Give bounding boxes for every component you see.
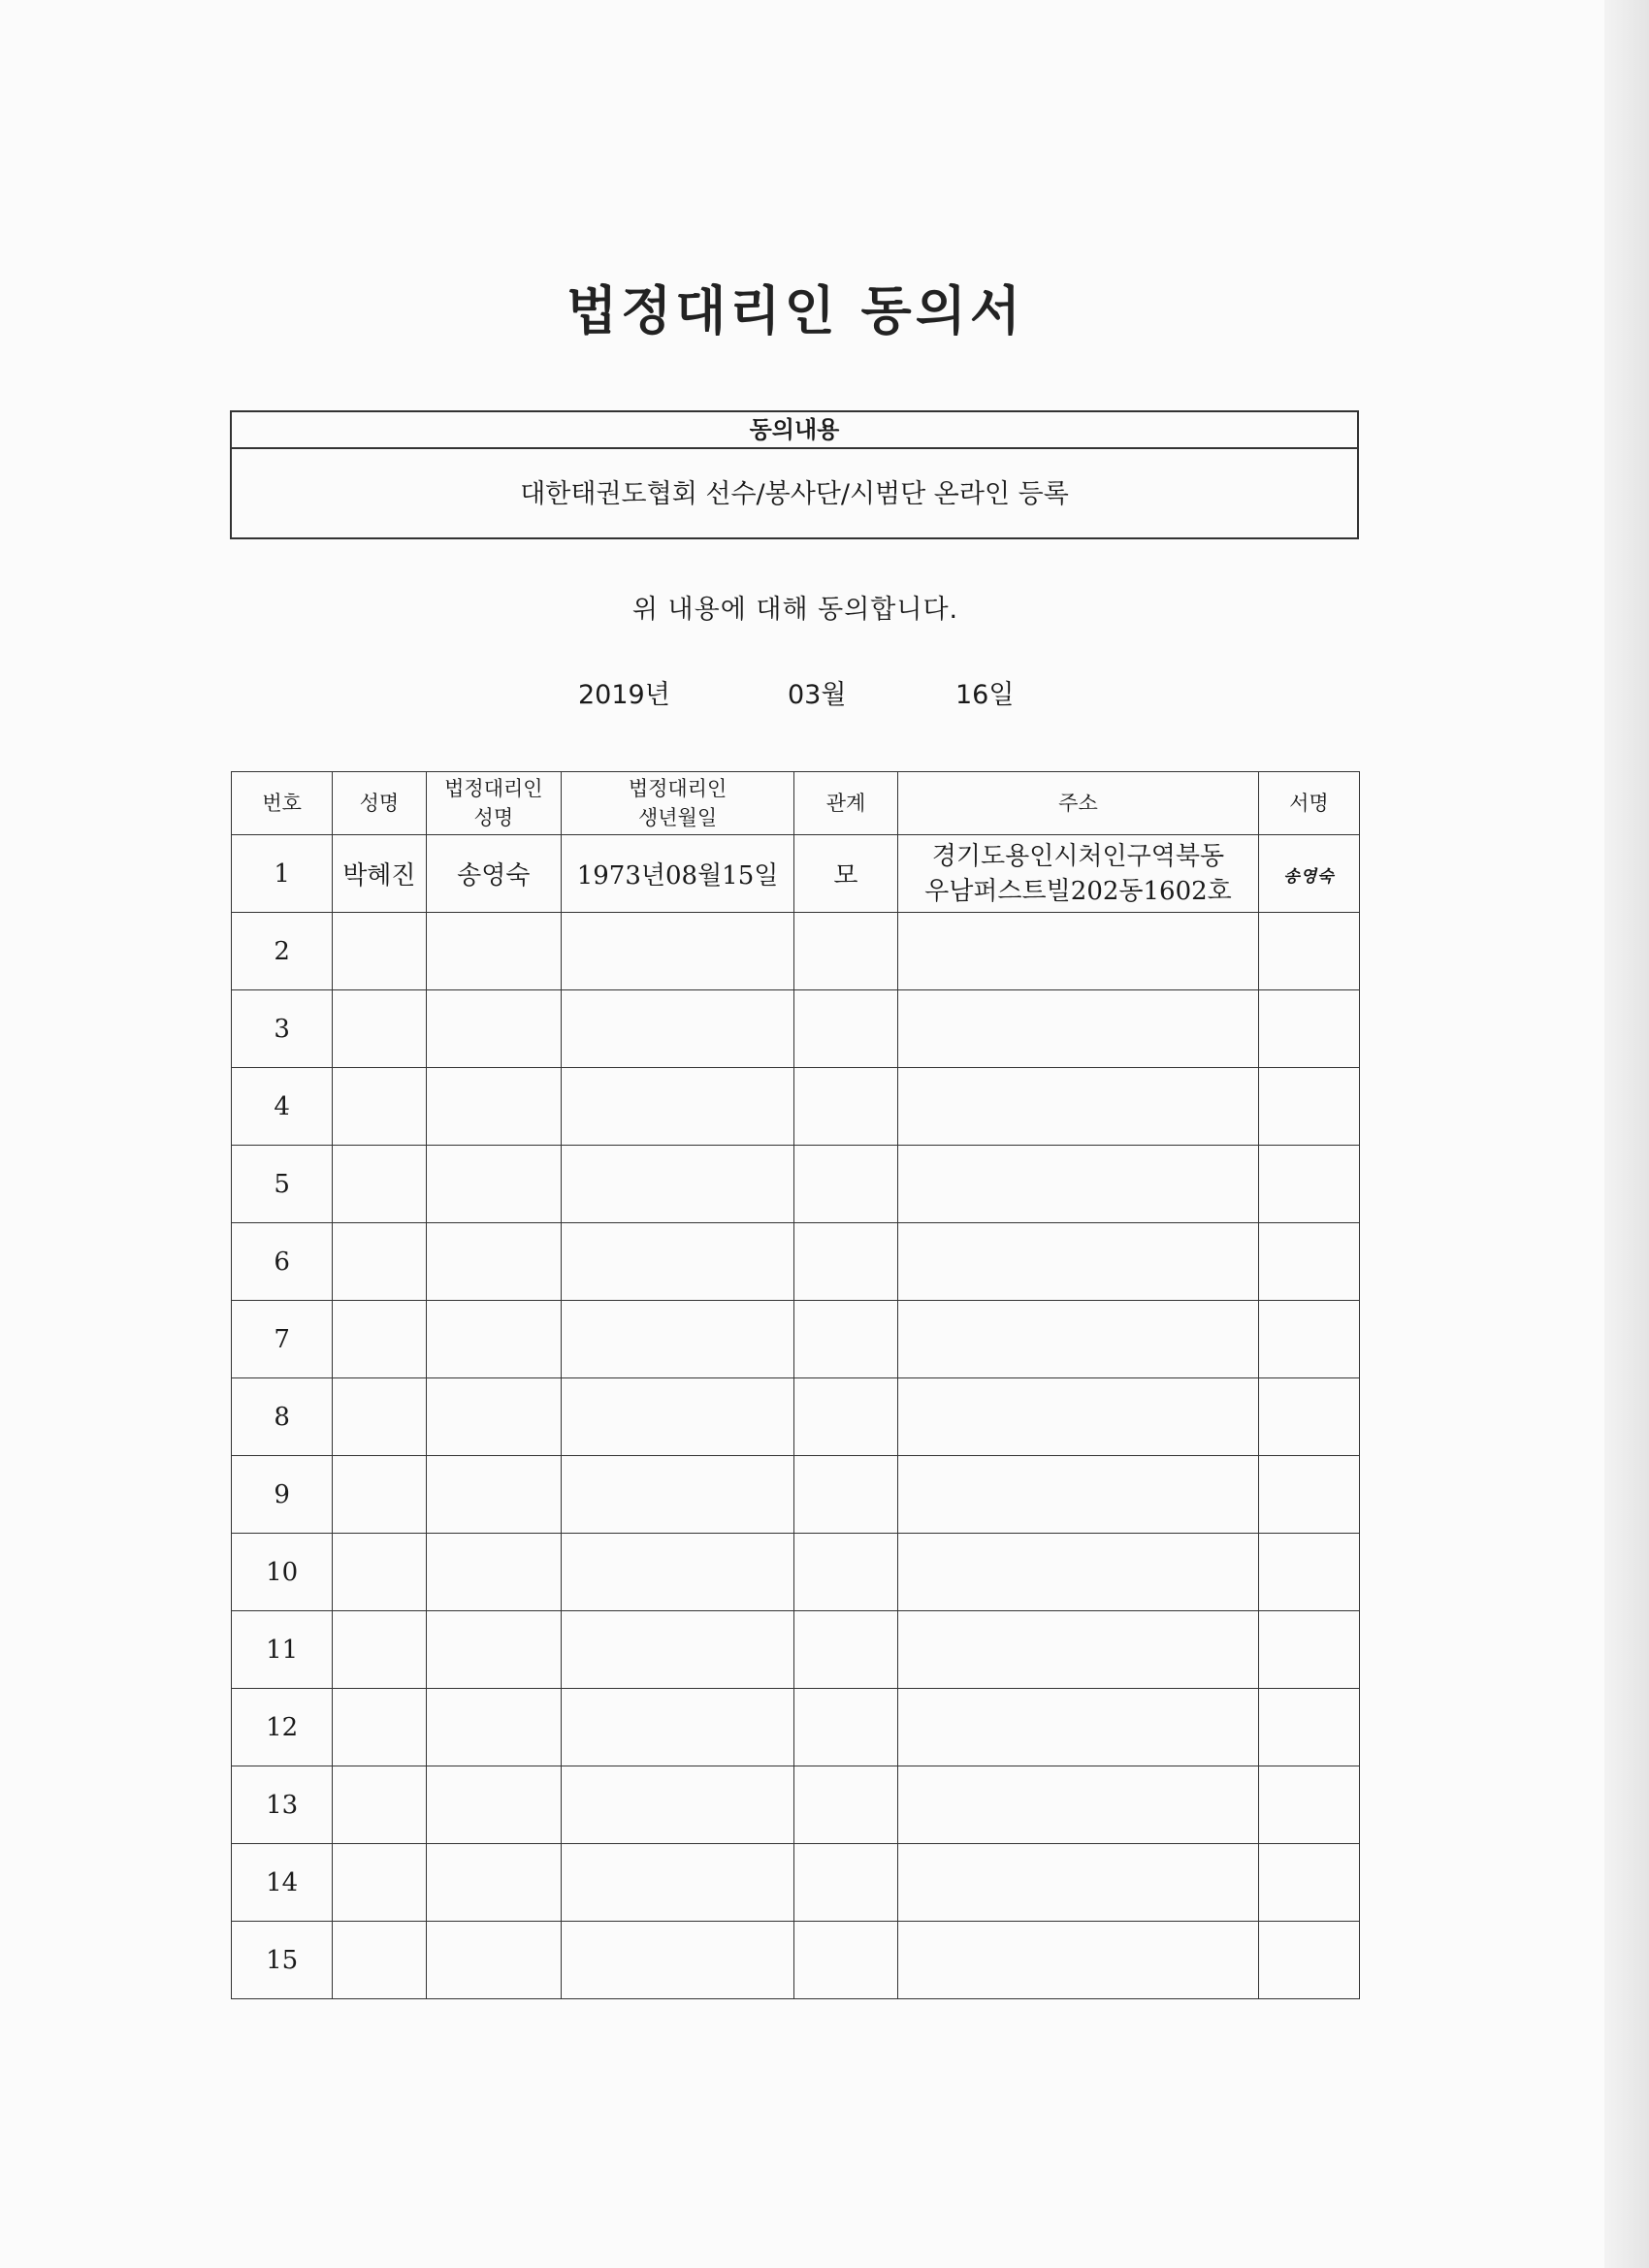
empty-cell [426, 1456, 562, 1534]
empty-cell [898, 1611, 1259, 1689]
empty-cell [793, 1689, 897, 1766]
table-row [232, 913, 1360, 990]
empty-cell [562, 1456, 794, 1534]
row-num: 11 [232, 1611, 333, 1689]
empty-cell [333, 1844, 426, 1922]
header-num: 번호 [232, 772, 333, 835]
agree-statement: 위 내용에 대해 동의합니다. [631, 595, 959, 625]
row-num: 4 [232, 1068, 333, 1146]
row-num: 5 [232, 1146, 333, 1223]
empty-cell [793, 1146, 897, 1223]
table-header-row [232, 772, 1360, 835]
table-row [232, 1534, 1360, 1611]
empty-cell [333, 1068, 426, 1146]
empty-cell [562, 913, 794, 990]
empty-cell [562, 1689, 794, 1766]
empty-cell [562, 1223, 794, 1301]
table-row [232, 1223, 1360, 1301]
row-address-line1: 경기도용인시처인구역북동 [931, 841, 1225, 871]
empty-cell [793, 1922, 897, 1999]
empty-cell [562, 1611, 794, 1689]
empty-cell [898, 1534, 1259, 1611]
row-address-line2: 우남퍼스트빌202동1602호 [924, 876, 1232, 906]
empty-cell [898, 1378, 1259, 1456]
empty-cell [1258, 1611, 1359, 1689]
empty-cell [793, 913, 897, 990]
empty-cell [898, 1068, 1259, 1146]
empty-cell [562, 990, 794, 1068]
empty-cell [426, 1301, 562, 1378]
row-num: 6 [232, 1223, 333, 1301]
row-num: 7 [232, 1301, 333, 1378]
empty-cell [898, 1456, 1259, 1534]
empty-cell [333, 1456, 426, 1534]
empty-cell [1258, 1146, 1359, 1223]
empty-cell [333, 1689, 426, 1766]
document-title: 법정대리인 동의서 [566, 280, 1025, 341]
empty-cell [898, 1766, 1259, 1844]
row-num: 13 [232, 1766, 333, 1844]
empty-cell [898, 1844, 1259, 1922]
empty-cell [1258, 1378, 1359, 1456]
row-num: 1 [232, 835, 333, 913]
table-body [232, 835, 1360, 1999]
header-sign: 서명 [1258, 772, 1359, 835]
empty-cell [426, 1922, 562, 1999]
empty-cell [333, 1378, 426, 1456]
empty-cell [426, 1844, 562, 1922]
empty-cell [426, 1766, 562, 1844]
empty-cell [793, 1068, 897, 1146]
table-row [232, 1766, 1360, 1844]
empty-cell [1258, 1922, 1359, 1999]
empty-cell [333, 1146, 426, 1223]
empty-cell [898, 1689, 1259, 1766]
empty-cell [562, 1068, 794, 1146]
row-num: 9 [232, 1456, 333, 1534]
table-row [232, 1922, 1360, 1999]
table-row [232, 1844, 1360, 1922]
empty-cell [562, 1922, 794, 1999]
empty-cell [793, 1223, 897, 1301]
empty-cell [898, 990, 1259, 1068]
row-sign [1258, 835, 1359, 913]
row-num: 2 [232, 913, 333, 990]
empty-cell [562, 1301, 794, 1378]
empty-cell [793, 1301, 897, 1378]
handwritten-signature: 송영숙 [1283, 866, 1335, 887]
empty-cell [1258, 1766, 1359, 1844]
empty-cell [562, 1766, 794, 1844]
consent-content-box [230, 410, 1359, 539]
empty-cell [333, 990, 426, 1068]
table-row [232, 1301, 1360, 1378]
empty-cell [898, 1922, 1259, 1999]
empty-cell [562, 1844, 794, 1922]
empty-cell [1258, 1068, 1359, 1146]
row-relation: 모 [793, 835, 897, 913]
empty-cell [1258, 1689, 1359, 1766]
row-address [898, 835, 1259, 913]
empty-cell [793, 1534, 897, 1611]
row-name: 박혜진 [333, 835, 426, 913]
empty-cell [426, 1378, 562, 1456]
table-row [232, 1611, 1360, 1689]
empty-cell [562, 1534, 794, 1611]
empty-cell [333, 1766, 426, 1844]
empty-cell [426, 1068, 562, 1146]
empty-cell [1258, 990, 1359, 1068]
row-rep-birth: 1973년08월15일 [562, 835, 794, 913]
table-row [232, 1146, 1360, 1223]
empty-cell [793, 990, 897, 1068]
empty-cell [333, 1534, 426, 1611]
empty-cell [1258, 1223, 1359, 1301]
row-num: 12 [232, 1689, 333, 1766]
empty-cell [333, 1611, 426, 1689]
empty-cell [562, 1146, 794, 1223]
empty-cell [426, 1611, 562, 1689]
table-row [232, 1068, 1360, 1146]
row-num: 3 [232, 990, 333, 1068]
empty-cell [426, 913, 562, 990]
header-address: 주소 [898, 772, 1259, 835]
empty-cell [426, 1223, 562, 1301]
empty-cell [793, 1611, 897, 1689]
header-relation: 관계 [793, 772, 897, 835]
empty-cell [333, 913, 426, 990]
empty-cell [333, 1922, 426, 1999]
table-row [232, 1456, 1360, 1534]
empty-cell [898, 913, 1259, 990]
header-rep-name [426, 772, 562, 835]
table-row [232, 990, 1360, 1068]
empty-cell [426, 1534, 562, 1611]
registration-table [231, 771, 1360, 1999]
consent-header: 동의내용 [232, 412, 1357, 449]
date-month: 03월 [788, 680, 847, 710]
table-row [232, 835, 1360, 913]
header-rep-birth-text: 법정대리인 생년월일 [628, 777, 728, 829]
row-num: 15 [232, 1922, 333, 1999]
empty-cell [898, 1146, 1259, 1223]
consent-text: 대한태권도협회 선수/봉사단/시범단 온라인 등록 [520, 479, 1069, 509]
empty-cell [333, 1223, 426, 1301]
row-num: 10 [232, 1534, 333, 1611]
empty-cell [1258, 1844, 1359, 1922]
empty-cell [1258, 913, 1359, 990]
empty-cell [1258, 1534, 1359, 1611]
empty-cell [793, 1456, 897, 1534]
empty-cell [793, 1766, 897, 1844]
empty-cell [426, 990, 562, 1068]
row-num: 14 [232, 1844, 333, 1922]
empty-cell [898, 1223, 1259, 1301]
empty-cell [426, 1689, 562, 1766]
row-rep-name: 송영숙 [426, 835, 562, 913]
header-name: 성명 [333, 772, 426, 835]
empty-cell [793, 1378, 897, 1456]
scan-edge-shadow [1604, 0, 1649, 2268]
empty-cell [1258, 1456, 1359, 1534]
empty-cell [426, 1146, 562, 1223]
empty-cell [333, 1301, 426, 1378]
header-rep-birth [562, 772, 794, 835]
empty-cell [898, 1301, 1259, 1378]
empty-cell [562, 1378, 794, 1456]
empty-cell [793, 1844, 897, 1922]
header-rep-name-text: 법정대리인 성명 [444, 777, 543, 829]
date-year: 2019년 [578, 680, 670, 710]
date-day: 16일 [955, 680, 1015, 710]
table-row [232, 1378, 1360, 1456]
table-row [232, 1689, 1360, 1766]
row-num: 8 [232, 1378, 333, 1456]
empty-cell [1258, 1301, 1359, 1378]
